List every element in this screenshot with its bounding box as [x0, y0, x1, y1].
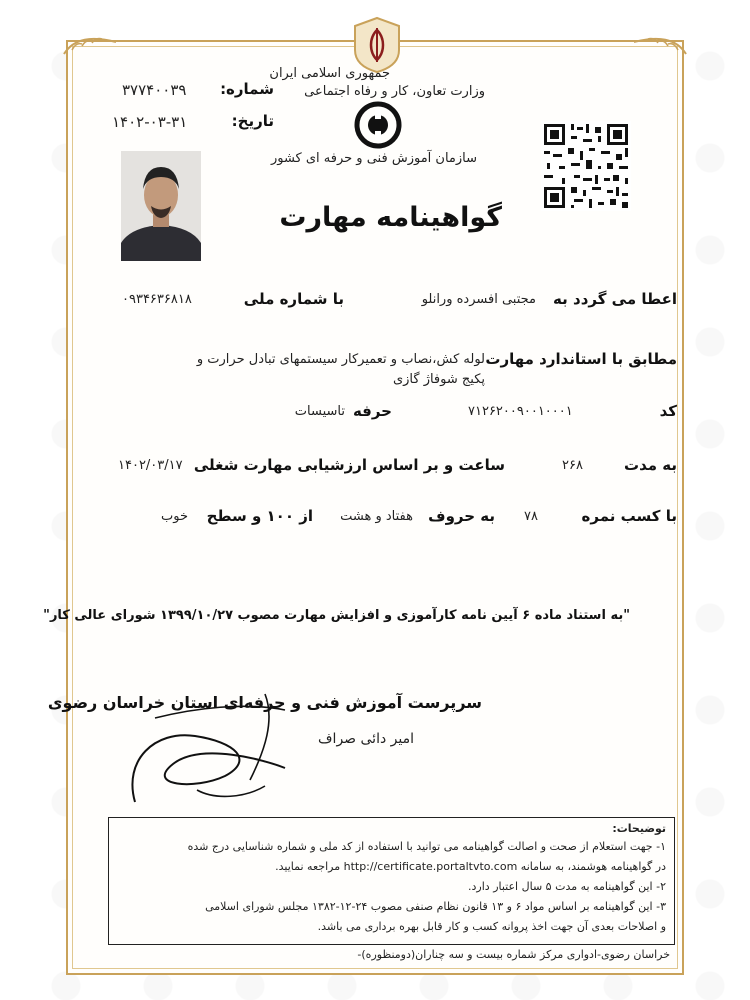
qr-code-icon — [541, 121, 631, 211]
duration-value: ۲۶۸ — [562, 458, 583, 473]
organization-text: سازمان آموزش فنی و حرفه ای کشور — [270, 151, 477, 166]
profession-label: حرفه — [352, 402, 392, 420]
holder-photo — [121, 151, 201, 261]
note-line-2: در گواهینامه هوشمند، به سامانه http://certificate.portaltvto.com مراجعه نمایید. — [275, 860, 666, 873]
notes-box — [108, 817, 675, 945]
note-line-1: ۱- جهت استعلام از صحت و اصالت گواهینامه می توانید با استفاده از کد ملی و شماره شناسایی درج شده — [187, 840, 666, 853]
signatory-name: امیر دائی صراف — [318, 731, 414, 747]
date-value: ۱۴۰۲-۰۳-۳۱ — [112, 113, 188, 131]
date-label: تاریخ: — [231, 112, 274, 130]
corner-ornament-left-icon — [62, 34, 118, 56]
certificate-title: گواهینامه مهارت — [279, 202, 502, 233]
legal-basis: "به استناد ماده ۶ آیین نامه کارآموزی و افزایش مهارت مصوب ۱۳۹۹/۱۰/۲۷ شورای عالی کار" — [43, 608, 630, 623]
scale-label: از ۱۰۰ و سطح — [206, 507, 313, 525]
note-line-4: ۳- این گواهینامه بر اساس مواد ۶ و ۱۳ قانون نظام صنفی مصوب ۲۴-۱۲-۱۳۸۲ مجلس شورای اسلامی — [205, 900, 666, 913]
number-value: ۳۷۷۴۰۰۳۹ — [122, 81, 187, 99]
national-id-label: با شماره ملی — [243, 290, 344, 308]
signatory-title: سرپرست آموزش فنی و حرفه‌ای استان خراسان رضوی — [47, 693, 482, 712]
number-label: شماره: — [220, 80, 274, 98]
duration-basis: ساعت و بر اساس ارزشیابی مهارت شغلی — [193, 456, 505, 474]
notes-heading: توضیحات: — [612, 822, 666, 835]
note-line-3: ۲- این گواهینامه به مدت ۵ سال اعتبار دارد. — [468, 880, 666, 893]
republic-text: جمهوری اسلامی ایران — [269, 66, 390, 81]
level-value: خوب — [161, 509, 188, 524]
note-line-5: و اصلاحات بعدی آن جهت اخذ پروانه کسب و کار قابل بهره برداری می باشد. — [317, 920, 666, 933]
standard-value-line1: لوله کش،نصاب و تعمیرکار سیستمهای تبادل حرارت و — [196, 352, 485, 367]
code-label: کد — [659, 402, 677, 420]
standard-value-line2: پکیج شوفاژ گازی — [392, 372, 485, 387]
score-value: ۷۸ — [524, 509, 538, 524]
corner-ornament-right-icon — [632, 34, 688, 56]
granted-name: مجتبی افسرده ورانلو — [421, 292, 536, 307]
standard-label: مطابق با استاندارد مهارت — [485, 350, 677, 368]
duration-date: ۱۴۰۲/۰۳/۱۷ — [118, 458, 183, 473]
letters-value: هفتاد و هشت — [340, 509, 413, 524]
code-value: ۷۱۲۶۲۰۰۹۰۰۱۰۰۰۱ — [468, 404, 573, 419]
organization-logo-icon — [351, 101, 405, 149]
ministry-text: وزارت تعاون، کار و رفاه اجتماعی — [304, 84, 485, 99]
granted-label: اعطا می گردد به — [553, 290, 677, 308]
national-id-value: ۰۹۳۴۶۳۶۸۱۸ — [122, 292, 192, 307]
duration-label: به مدت — [624, 456, 677, 474]
letters-label: به حروف — [428, 507, 495, 525]
signature-icon — [115, 690, 355, 820]
profession-value: تاسیسات — [294, 404, 345, 419]
score-label: با کسب نمره — [581, 507, 677, 525]
footer-text: خراسان رضوی-ادواری مرکز شماره بیست و سه چناران(دومنظوره)- — [357, 948, 670, 961]
